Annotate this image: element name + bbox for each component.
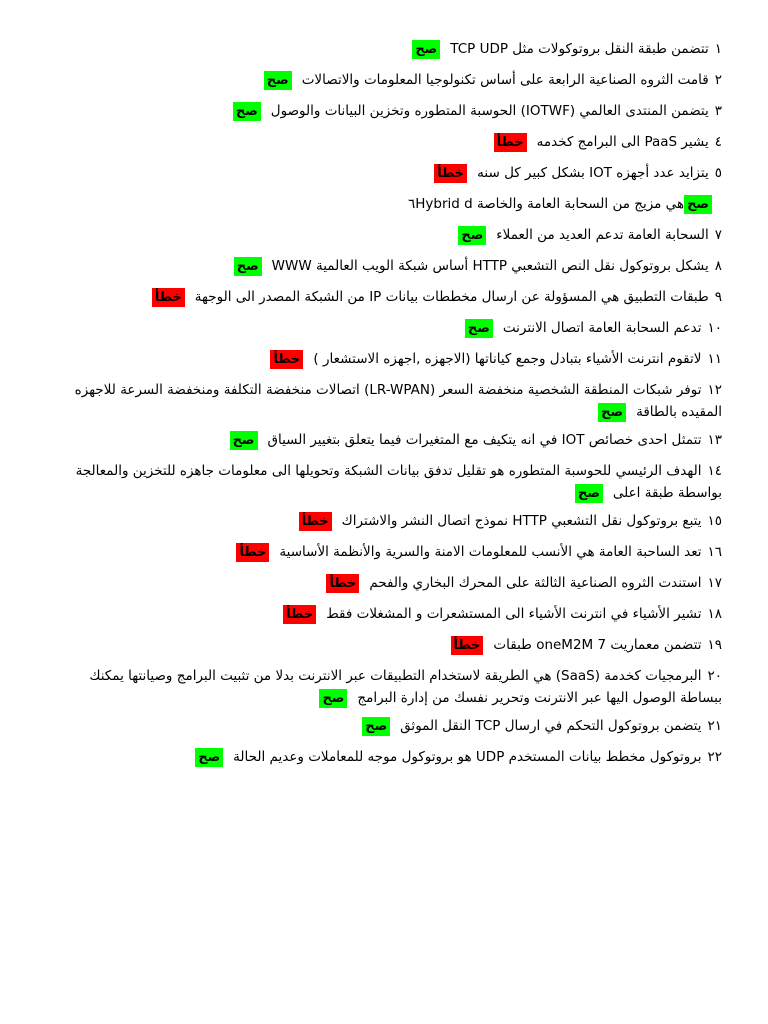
answer-badge: خطأ xyxy=(152,288,185,307)
item-text: Hybrid d هي مزيج من السحابة العامة والخاصة xyxy=(415,196,685,212)
item-number: ١٦ xyxy=(707,544,722,560)
item-number: ١٤ xyxy=(707,463,722,479)
answer-badge: خطأ xyxy=(270,350,303,369)
item-number: ١٥ xyxy=(707,513,722,529)
list-item xyxy=(60,572,722,594)
item-number: ١٣ xyxy=(707,432,722,448)
item-text: تتمثل احدى خصائص IOT في انه يتكيف مع المتغيرات فيما يتعلق بتغيير السياق xyxy=(267,432,702,448)
list-item xyxy=(60,379,722,423)
answer-badge: خطأ xyxy=(236,543,269,562)
item-number: ١٢ xyxy=(707,382,722,398)
item-text: لاتقوم انترنت الأشياء بتبادل وجمع كياناتها (الاجهزه ,اجهزه الاستشعار ) xyxy=(313,351,702,367)
list-item xyxy=(60,38,722,60)
answer-badge: خطأ xyxy=(326,574,359,593)
list-item xyxy=(60,131,722,153)
list-item xyxy=(60,715,722,737)
item-text: يتزايد عدد أجهزه IOT بشكل كبير كل سنه xyxy=(477,165,709,181)
answer-badge: صح xyxy=(598,403,626,422)
item-text: يشكل بروتوكول نقل النص التشعبي HTTP أساس شبكة الويب العالمية WWW xyxy=(271,258,709,274)
item-number: ٩ xyxy=(714,289,722,305)
item-number: ٤ xyxy=(714,134,722,150)
list-item xyxy=(60,510,722,532)
item-number: ١٠ xyxy=(707,320,722,336)
answer-badge: صح xyxy=(362,717,390,736)
list-item xyxy=(60,460,722,504)
question-list xyxy=(60,38,722,777)
item-text: توفر شبكات المنطقة الشخصية منخفضة السعر (LR-WPAN) اتصالات منخفضة التكلفة ومنخفضة السرعة للاجهزه المقيده بالطاقة xyxy=(74,382,722,420)
item-text: قامت الثروه الصناعية الرابعة على أساس تكنولوجيا المعلومات والاتصالات xyxy=(301,72,709,88)
answer-badge: صح xyxy=(575,484,603,503)
item-number: ١٧ xyxy=(707,575,722,591)
list-item xyxy=(60,224,722,246)
list-item xyxy=(60,746,722,768)
answer-badge: صح xyxy=(319,689,347,708)
item-number: ١١ xyxy=(707,351,722,367)
answer-badge: صح xyxy=(195,748,223,767)
answer-badge: خطأ xyxy=(434,164,467,183)
list-item xyxy=(60,429,722,451)
item-number: ١٨ xyxy=(707,606,722,622)
answer-badge: صح xyxy=(684,195,712,214)
list-item xyxy=(60,541,722,563)
item-text: تدعم السحابة العامة اتصال الانترنت xyxy=(502,320,702,336)
item-text: تتضمن معماريت oneM2M 7 طبقات xyxy=(493,637,702,653)
item-text: تشير الأشياء في انترنت الأشياء الى المستشعرات و المشغلات فقط xyxy=(326,606,702,622)
item-number: ٢١ xyxy=(707,718,722,734)
item-text: البرمجيات كخدمة (SaaS) هي الطريقة لاستخدام التطبيقات عبر الانترنت بدلا من تثبيت البرامج وصيانتها يمكنك ببساطة الوصول اليها عبر الانترنت وتحرير نفسك من إدارة البرامج xyxy=(89,668,722,706)
answer-badge: خطأ xyxy=(299,512,332,531)
item-text: بروتوكول مخطط بيانات المستخدم UDP هو بروتوكول موجه للمعاملات وعديم الحالة xyxy=(233,749,702,765)
answer-badge: صح xyxy=(234,257,262,276)
answer-badge: خطأ xyxy=(283,605,316,624)
item-text: تتضمن طبقة النقل بروتوكولات مثل TCP UDP xyxy=(450,41,709,57)
list-item xyxy=(60,255,722,277)
answer-badge: خطأ xyxy=(494,133,527,152)
list-item xyxy=(60,665,722,709)
answer-badge: صح xyxy=(264,71,292,90)
item-number: ٦ xyxy=(407,196,416,212)
answer-badge: صح xyxy=(465,319,493,338)
answer-badge: صح xyxy=(233,102,261,121)
item-text: السحابة العامة تدعم العديد من العملاء xyxy=(496,227,709,243)
item-number: ١٩ xyxy=(707,637,722,653)
answer-badge: صح xyxy=(412,40,440,59)
answer-badge: صح xyxy=(458,226,486,245)
answer-badge: صح xyxy=(230,431,258,450)
item-number: ٢٢ xyxy=(707,749,722,765)
item-number: ٢ xyxy=(714,72,722,88)
item-text: يتبع بروتوكول نقل التشعبي HTTP نموذج اتصال النشر والاشتراك xyxy=(341,513,702,529)
item-number: ١ xyxy=(714,41,722,57)
item-text: يتضمن بروتوكول التحكم في ارسال TCP النقل الموثق xyxy=(400,718,702,734)
list-item xyxy=(60,634,722,656)
list-item xyxy=(60,193,722,215)
item-number: ٥ xyxy=(714,165,722,181)
answer-badge: خطأ xyxy=(451,636,484,655)
item-text: الهدف الرئيسي للحوسبة المتطوره هو تقليل تدفق بيانات الشبكة وتحويلها الى معلومات جاهزه للتخزين والمعالجة بواسطة طبقة اعلى xyxy=(75,463,722,501)
item-text: يشير PaaS الى البرامج كخدمه xyxy=(536,134,709,150)
item-text: تعد الساحبة العامة هي الأنسب للمعلومات الامنة والسرية والأنظمة الأساسية xyxy=(279,544,702,560)
item-number: ٣ xyxy=(714,103,722,119)
list-item xyxy=(60,69,722,91)
list-item xyxy=(60,286,722,308)
list-item xyxy=(60,100,722,122)
list-item xyxy=(60,348,722,370)
item-number: ٢٠ xyxy=(707,668,722,684)
item-number: ٧ xyxy=(714,227,722,243)
item-text: استندت الثروه الصناعية الثالثة على المحرك البخاري والفحم xyxy=(369,575,702,591)
item-number: ٨ xyxy=(714,258,722,274)
item-text: يتضمن المنتدى العالمي (IOTWF) الحوسبة المتطوره وتخزين البيانات والوصول xyxy=(270,103,709,119)
list-item xyxy=(60,603,722,625)
item-text: طبقات التطبيق هي المسؤولة عن ارسال مخططات بيانات IP من الشبكة المصدر الى الوجهة xyxy=(194,289,709,305)
list-item xyxy=(60,317,722,339)
list-item xyxy=(60,162,722,184)
